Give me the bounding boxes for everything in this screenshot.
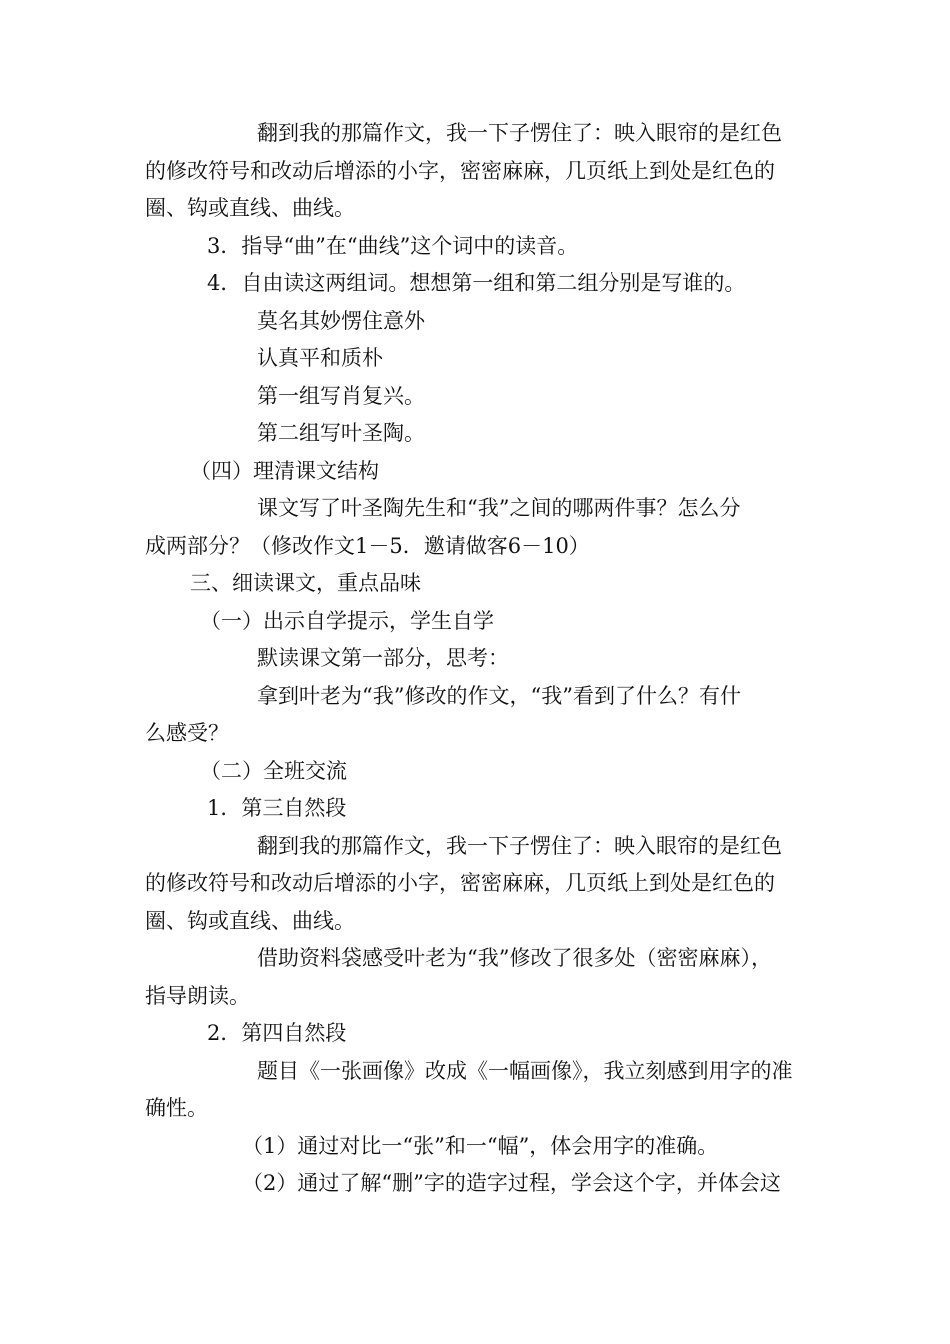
paragraph-line: 指导朗读。 bbox=[145, 983, 250, 1008]
list-item: 2．第四自然段 bbox=[207, 1021, 347, 1045]
paragraph-line: 确性。 bbox=[145, 1096, 208, 1120]
list-item: 1．第三自然段 bbox=[207, 796, 347, 820]
paragraph-line: 题目《一张画像》改成《一幅画像》，我立刻感到用字的准 bbox=[257, 1058, 793, 1083]
paragraph-line: 默读课文第一部分，思考： bbox=[257, 646, 509, 670]
list-item: 3．指导“曲”在“曲线”这个词中的读音。 bbox=[207, 233, 579, 258]
paragraph-line: 翻到我的那篇作文，我一下子愣住了：映入眼帘的是红色 bbox=[257, 833, 782, 858]
document-body bbox=[145, 115, 810, 1203]
section-heading: （四）理清课文结构 bbox=[190, 458, 379, 483]
section-heading: 三、细读课文，重点品味 bbox=[190, 571, 421, 595]
section-heading: （一）出示自学提示，学生自学 bbox=[200, 608, 494, 633]
paragraph-line: 课文写了叶圣陶先生和“我”之间的哪两件事？怎么分 bbox=[257, 496, 741, 520]
paragraph-line: 借助资料袋感受叶老为“我”修改了很多处（密密麻麻）， bbox=[257, 946, 772, 970]
word-group: 认真平和质朴 bbox=[257, 346, 383, 370]
word-group: 莫名其妙愣住意外 bbox=[257, 308, 425, 333]
paragraph-line: 圈、钩或直线、曲线。 bbox=[145, 908, 355, 933]
paragraph-line: 翻到我的那篇作文，我一下子愣住了：映入眼帘的是红色 bbox=[257, 121, 782, 145]
list-item: （1）通过对比一“张”和一“幅”，体会用字的准确。 bbox=[242, 1133, 719, 1158]
paragraph-line: 第二组写叶圣陶。 bbox=[257, 421, 425, 445]
paragraph-line: 的修改符号和改动后增添的小字，密密麻麻，几页纸上到处是红色的 bbox=[145, 158, 775, 183]
paragraph-line: 第一组写肖复兴。 bbox=[257, 383, 425, 408]
paragraph-line: 成两部分？（修改作文1－5．邀请做客6－10） bbox=[145, 533, 590, 558]
paragraph-line: 的修改符号和改动后增添的小字，密密麻麻，几页纸上到处是红色的 bbox=[145, 871, 775, 895]
list-item: （2）通过了解“删”字的造字过程，学会这个字，并体会这 bbox=[242, 1171, 781, 1195]
section-heading: （二）全班交流 bbox=[200, 758, 347, 783]
paragraph-line: 圈、钩或直线、曲线。 bbox=[145, 196, 355, 220]
paragraph-line: 拿到叶老为“我”修改的作文，“我”看到了什么？有什 bbox=[257, 683, 741, 708]
paragraph-line: 么感受？ bbox=[145, 721, 229, 745]
list-item: 4．自由读这两组词。想想第一组和第二组分别是写谁的。 bbox=[207, 271, 746, 295]
